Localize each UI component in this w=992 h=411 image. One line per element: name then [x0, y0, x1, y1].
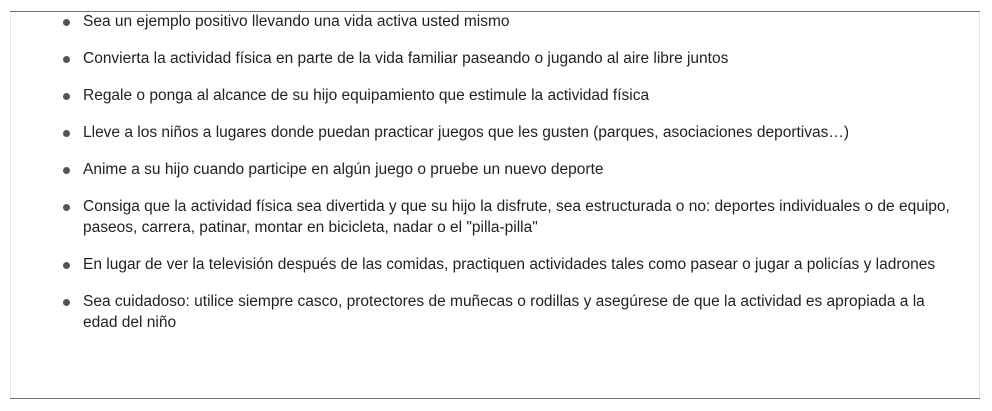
bullet-icon	[63, 93, 70, 100]
bullet-icon	[63, 204, 70, 211]
tip-text: Sea cuidadoso: utilice siempre casco, protectores de muñecas o rodillas y asegúrese de que la actividad es apropiada a la edad del niño	[83, 293, 925, 331]
bullet-icon	[63, 56, 70, 63]
tip-text: En lugar de ver la televisión después de las comidas, practiquen actividades tales como pasear o jugar a policías y ladrones	[83, 256, 936, 274]
bottom-divider	[10, 398, 980, 399]
bullet-icon	[63, 167, 70, 174]
tip-text: Convierta la actividad física en parte de la vida familiar paseando o jugando al aire libre juntos	[83, 50, 729, 68]
bullet-icon	[63, 299, 70, 306]
bullet-icon	[63, 19, 70, 26]
tip-text: Anime a su hijo cuando participe en algún juego o pruebe un nuevo deporte	[83, 161, 604, 179]
list-item	[54, 123, 959, 144]
bullet-icon	[63, 130, 70, 137]
tips-list	[54, 12, 959, 350]
list-item	[54, 160, 959, 181]
tip-text: Regale o ponga al alcance de su hijo equipamiento que estimule la actividad física	[83, 87, 650, 105]
list-item	[54, 12, 959, 33]
list-item	[54, 49, 959, 70]
list-item	[54, 197, 959, 238]
tip-text: Lleve a los niños a lugares donde puedan practicar juegos que les gusten (parques, asociaciones deportivas…)	[83, 124, 850, 142]
list-item	[54, 255, 959, 276]
list-item	[54, 292, 959, 333]
list-item	[54, 86, 959, 107]
tip-text: Sea un ejemplo positivo llevando una vida activa usted mismo	[83, 13, 510, 30]
bullet-icon	[63, 262, 70, 269]
tip-text: Consiga que la actividad física sea divertida y que su hijo la disfrute, sea estructurada o no: deportes individuales o de equipo, paseos, carrera, patinar, montar en bicicleta, nadar o el "pilla-pilla"	[83, 198, 950, 236]
